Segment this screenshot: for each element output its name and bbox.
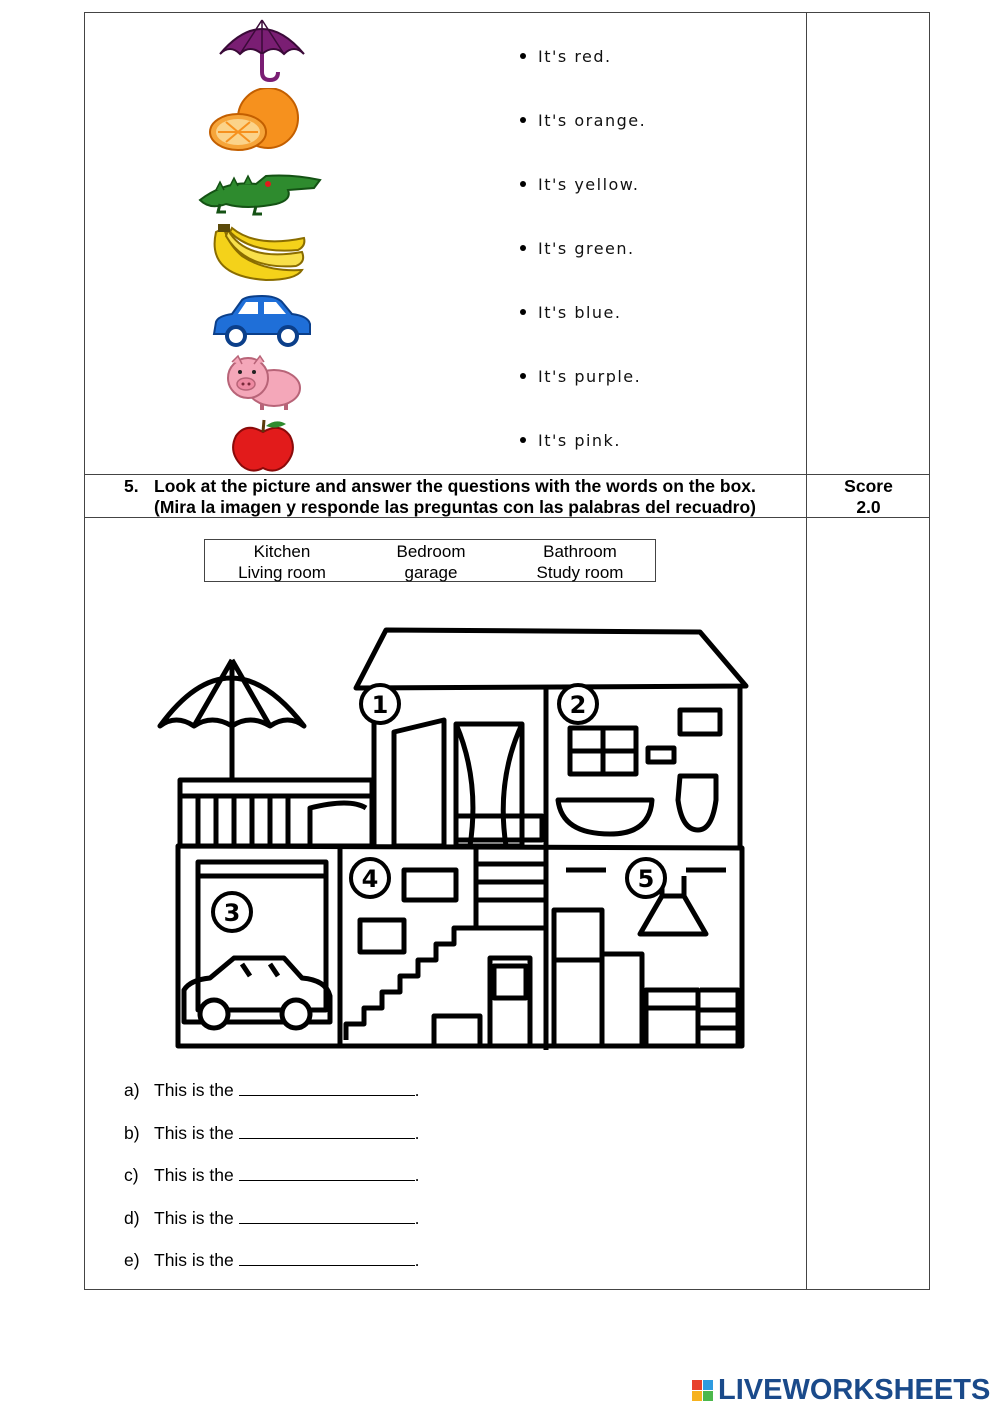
bullet-icon: [520, 245, 526, 251]
score-cell: [807, 476, 930, 518]
word-option: garage: [404, 563, 458, 582]
answer-letter: a): [124, 1080, 140, 1100]
answer-period: .: [414, 1165, 420, 1185]
answer-letter: d): [124, 1208, 140, 1228]
word-option: Living room: [238, 563, 326, 582]
color-item: [520, 111, 646, 130]
answer-period: .: [414, 1250, 420, 1270]
word-option: Kitchen: [253, 542, 311, 561]
word-box: [204, 539, 656, 582]
car-picture: [210, 294, 314, 348]
bananas-picture: [206, 222, 308, 290]
color-item: [520, 175, 640, 194]
color-item: [520, 239, 635, 258]
color-item: [520, 431, 621, 450]
house-label: 4: [361, 865, 379, 893]
answer-period: .: [414, 1080, 420, 1100]
score-column-divider: [806, 12, 807, 1290]
color-item-text: It's purple.: [538, 367, 642, 386]
answer-prompt: This is the: [154, 1123, 234, 1143]
color-item-text: It's green.: [538, 239, 635, 258]
answer-letter: b): [124, 1123, 140, 1143]
color-item: [520, 47, 612, 66]
color-item-text: It's blue.: [538, 303, 622, 322]
question-number: 5.: [124, 476, 139, 496]
house-illustration: [150, 620, 754, 1056]
house-label: 2: [569, 691, 587, 719]
answer-line: [124, 1123, 420, 1144]
crocodile-picture: [196, 166, 324, 216]
bullet-icon: [520, 117, 526, 123]
word-option: Study room: [536, 563, 624, 582]
section-divider-top: [84, 474, 930, 475]
question-5-header: [124, 476, 756, 518]
house-label: 1: [371, 691, 389, 719]
umbrella-picture: [212, 14, 312, 82]
bullet-icon: [520, 373, 526, 379]
answer-letter: e): [124, 1250, 140, 1270]
color-item-text: It's yellow.: [538, 175, 640, 194]
answer-prompt: This is the: [154, 1250, 234, 1270]
brand-name: LIVEWORKSHEETS: [718, 1374, 991, 1406]
color-item: [520, 303, 621, 322]
answer-blank[interactable]: [239, 1251, 415, 1266]
bullet-icon: [520, 437, 526, 443]
color-item-text: It's orange.: [538, 111, 647, 130]
house-label: 5: [637, 865, 655, 893]
answer-blank[interactable]: [239, 1166, 415, 1181]
color-item-text: It's red.: [538, 47, 612, 66]
word-option: Bathroom: [543, 542, 617, 561]
answer-prompt: This is the: [154, 1080, 234, 1100]
orange-picture: [206, 88, 310, 154]
bullet-icon: [520, 53, 526, 59]
answer-period: .: [414, 1208, 420, 1228]
answer-blank[interactable]: [239, 1124, 415, 1139]
question-subtitle: (Mira la imagen y responde las preguntas con las palabras del recuadro): [154, 497, 756, 517]
color-item-text: It's pink.: [538, 431, 621, 450]
answer-period: .: [414, 1123, 420, 1143]
liveworksheets-logo-icon: [692, 1380, 714, 1402]
score-value: 2.0: [856, 497, 881, 517]
answer-blank[interactable]: [239, 1081, 415, 1096]
bullet-icon: [520, 309, 526, 315]
house-label: 3: [223, 899, 241, 927]
answer-line: [124, 1165, 420, 1186]
apple-picture: [230, 418, 296, 472]
answer-line: [124, 1080, 420, 1101]
bullet-icon: [520, 181, 526, 187]
answer-prompt: This is the: [154, 1208, 234, 1228]
answer-line: [124, 1208, 420, 1229]
score-label: Score: [844, 476, 893, 496]
question-title: Look at the picture and answer the questions with the words on the box.: [154, 476, 756, 496]
pig-picture: [222, 354, 304, 412]
color-item: [520, 367, 641, 386]
answer-prompt: This is the: [154, 1165, 234, 1185]
answer-blank[interactable]: [239, 1209, 415, 1224]
word-option: Bedroom: [396, 542, 466, 561]
answer-letter: c): [124, 1165, 139, 1185]
answer-line: [124, 1250, 420, 1271]
